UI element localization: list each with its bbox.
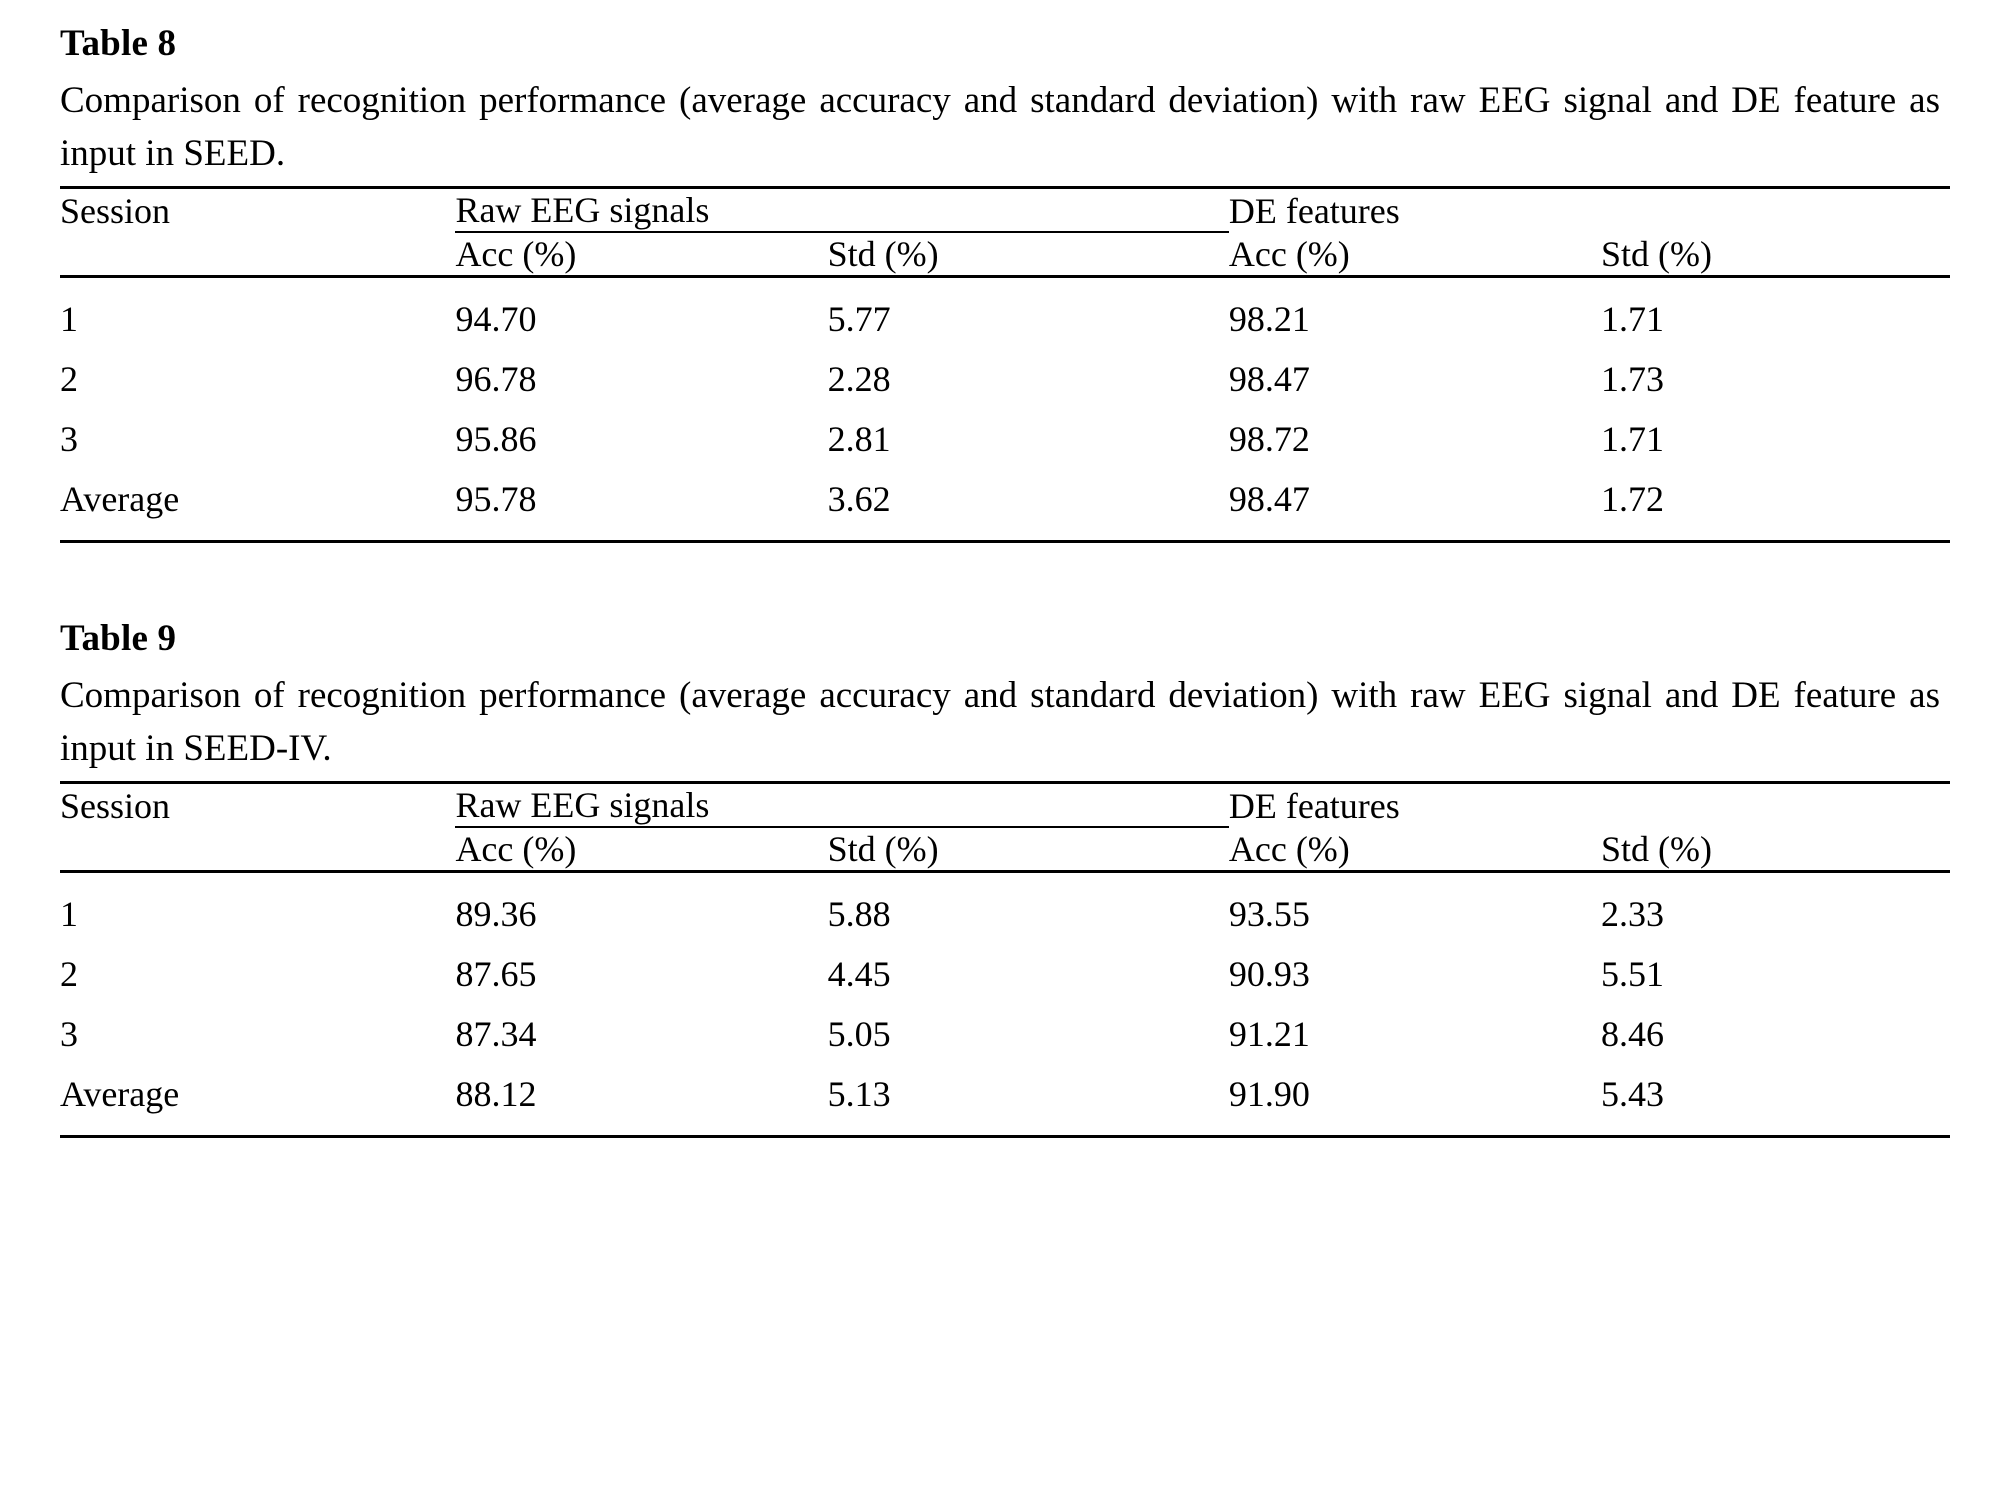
- cell-raw-std: 5.05: [827, 1014, 891, 1055]
- subheader-de-acc: Acc (%): [1229, 827, 1601, 872]
- group-header-raw-eeg: Raw EEG signals: [455, 188, 1228, 233]
- table-group-header-row: [60, 188, 1950, 233]
- table-block-8: [60, 22, 1940, 543]
- subheader-session-blank: [60, 827, 455, 872]
- cell-raw-std: 4.45: [827, 954, 891, 995]
- cell-session: Average: [60, 1064, 455, 1137]
- subheader-raw-acc: Acc (%): [455, 232, 827, 277]
- cell-raw-std: 5.77: [827, 299, 891, 340]
- cell-session: 3: [60, 419, 78, 460]
- cell-de-std: 5.51: [1601, 954, 1665, 995]
- cell-raw-acc: 96.78: [455, 359, 537, 400]
- cell-de-acc: 98.21: [1228, 299, 1310, 340]
- cell-de-std: 2.33: [1601, 894, 1665, 935]
- table-subheader-row: [60, 827, 1950, 872]
- subheader-de-std: Std (%): [1601, 827, 1950, 872]
- cell-raw-acc: 89.36: [455, 894, 537, 935]
- cell-raw-std: 3.62: [828, 469, 1229, 542]
- group-header-raw-eeg: Raw EEG signals: [455, 783, 1228, 828]
- table-row: [60, 409, 1950, 469]
- table-row: [60, 872, 1950, 945]
- table-row: [60, 349, 1950, 409]
- cell-raw-std: 2.81: [827, 419, 891, 460]
- table-caption: Comparison of recognition performance (average accuracy and standard deviation) with raw EEG signal and DE feature as input in SEED-IV.: [60, 675, 1940, 769]
- cell-de-std: 1.73: [1601, 359, 1665, 400]
- cell-raw-std: 2.28: [827, 359, 891, 400]
- results-table: [60, 186, 1950, 543]
- group-header-de-features: DE features: [1229, 188, 1950, 233]
- subheader-de-std: Std (%): [1601, 232, 1950, 277]
- cell-session: 2: [60, 954, 78, 995]
- subheader-de-acc: Acc (%): [1229, 232, 1601, 277]
- table-row: [60, 277, 1950, 350]
- cell-raw-std: 5.13: [828, 1064, 1229, 1137]
- table-group-header-row: [60, 783, 1950, 828]
- table-subheader-row: [60, 232, 1950, 277]
- cell-de-acc: 91.21: [1228, 1014, 1310, 1055]
- column-header-session: Session: [60, 188, 455, 233]
- cell-raw-acc: 95.86: [455, 419, 537, 460]
- cell-session: Average: [60, 469, 455, 542]
- table-header: [60, 188, 1950, 277]
- cell-raw-std: 5.88: [827, 894, 891, 935]
- cell-de-acc: 98.47: [1228, 359, 1310, 400]
- cell-de-std: 5.43: [1601, 1064, 1950, 1137]
- table-caption: Comparison of recognition performance (average accuracy and standard deviation) with raw EEG signal and DE feature as input in SEED.: [60, 80, 1940, 174]
- cell-de-acc: 90.93: [1228, 954, 1310, 995]
- table-body: [60, 872, 1950, 1137]
- subheader-raw-std: Std (%): [828, 827, 1229, 872]
- table-row: [60, 1064, 1950, 1137]
- table-number: Table 8: [60, 23, 177, 64]
- cell-de-std: 1.71: [1601, 419, 1665, 460]
- table-block-9: [60, 617, 1940, 1138]
- group-header-de-features: DE features: [1229, 783, 1950, 828]
- cell-raw-acc: 95.78: [455, 469, 827, 542]
- cell-de-acc: 93.55: [1228, 894, 1310, 935]
- table-number: Table 9: [60, 618, 177, 660]
- cell-de-acc: 98.72: [1228, 419, 1310, 460]
- cell-de-acc: 91.90: [1229, 1064, 1601, 1137]
- results-table: [60, 781, 1950, 1138]
- cell-raw-acc: 87.65: [455, 954, 537, 995]
- table-row: [60, 469, 1950, 542]
- cell-de-std: 1.71: [1601, 299, 1665, 340]
- cell-session: 2: [60, 359, 78, 400]
- cell-session: 1: [60, 299, 78, 340]
- subheader-session-blank: [60, 232, 455, 277]
- cell-de-acc: 98.47: [1229, 469, 1601, 542]
- column-header-session: Session: [60, 783, 455, 828]
- cell-raw-acc: 88.12: [455, 1064, 827, 1137]
- table-body: [60, 277, 1950, 542]
- cell-de-std: 8.46: [1601, 1014, 1665, 1055]
- table-header: [60, 783, 1950, 872]
- table-row: [60, 944, 1950, 1004]
- cell-raw-acc: 94.70: [455, 299, 537, 340]
- cell-de-std: 1.72: [1601, 469, 1950, 542]
- cell-session: 3: [60, 1014, 78, 1055]
- subheader-raw-acc: Acc (%): [455, 827, 827, 872]
- cell-raw-acc: 87.34: [455, 1014, 537, 1055]
- cell-session: 1: [60, 894, 78, 935]
- subheader-raw-std: Std (%): [828, 232, 1229, 277]
- table-row: [60, 1004, 1950, 1064]
